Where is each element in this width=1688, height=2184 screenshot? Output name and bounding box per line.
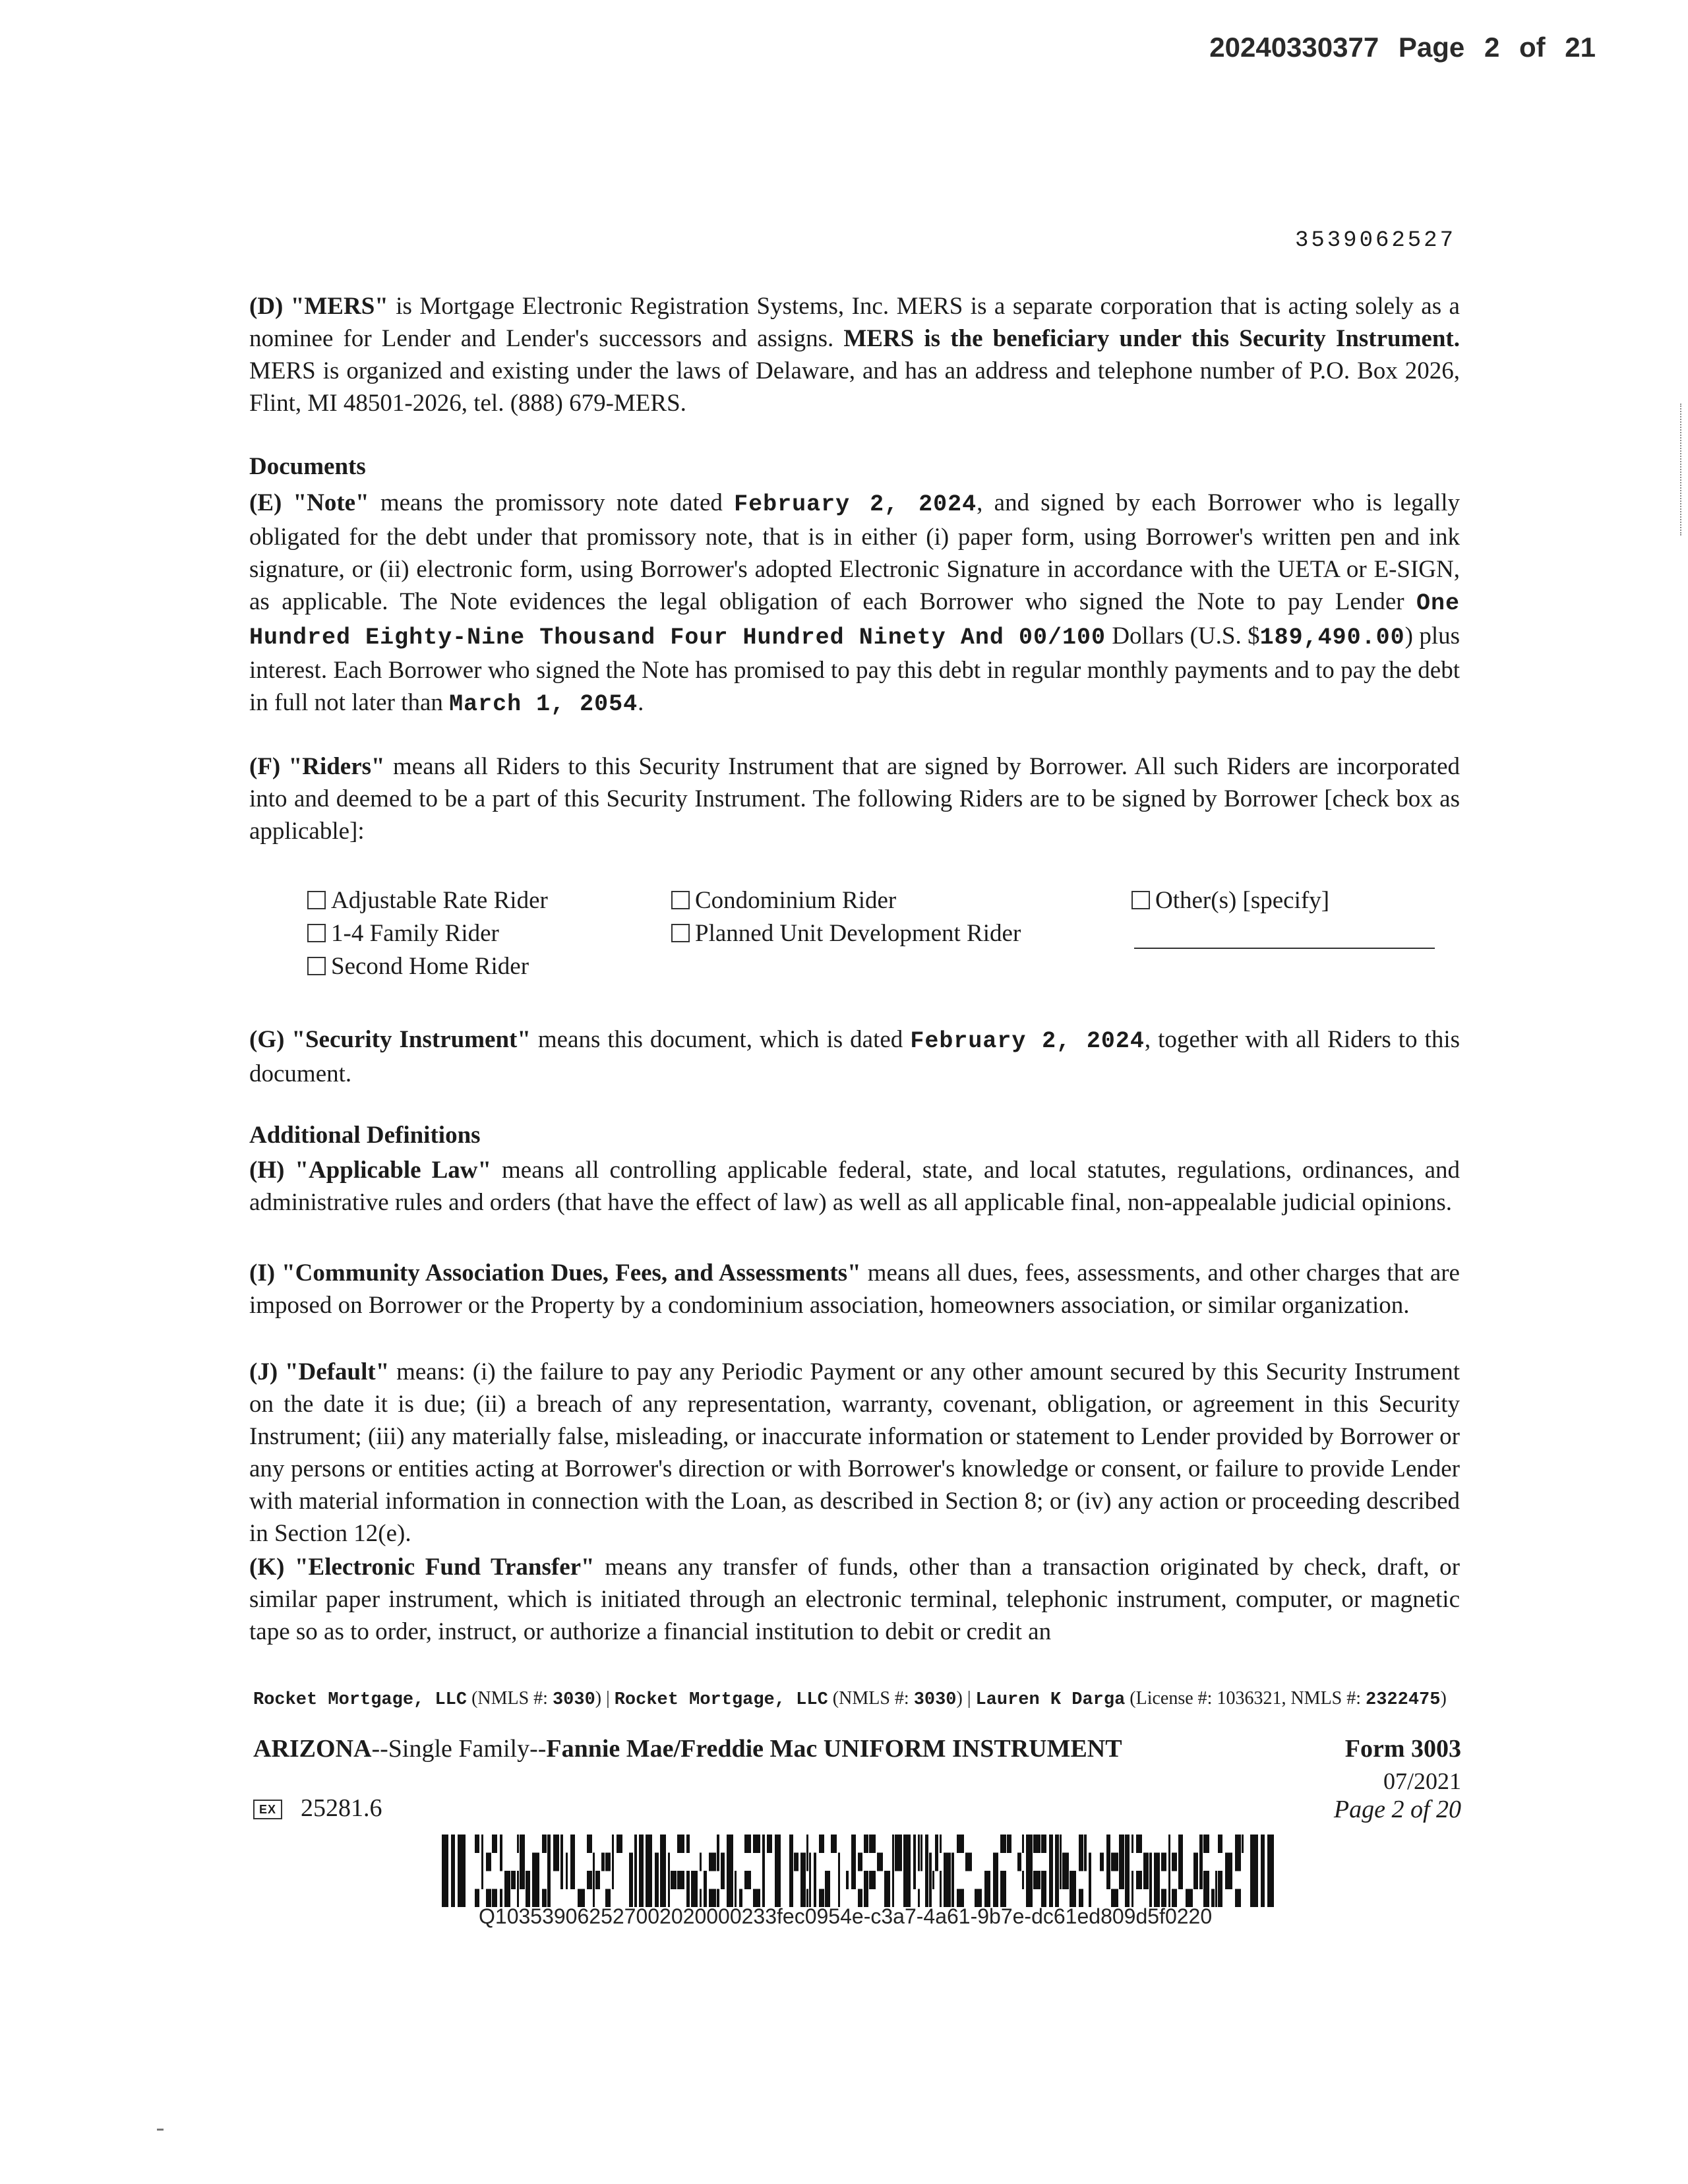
ex-icon: EX	[253, 1800, 282, 1819]
definition-default: (J) "Default" means: (i) the failure to pay any Periodic Payment or any other amount secured by this Security Instrument on the date it is due; (ii) a breach of any representation, warranty, covenant, obligation, or agreement in this Security Instrument; (iii) any materially false, misleading, or inaccurate information or statement to Lender provided by Borrower or any persons or entities acting at Borrower's direction or with Borrower's knowledge or consent, or failure to provide Lender with material information in connection with the Loan, as described in Section 8; or (iv) any action or proceeding described in Section 12(e).	[249, 1358, 1460, 1547]
lender-info: Rocket Mortgage, LLC (NMLS #: 3030) | Rocket Mortgage, LLC (NMLS #: 3030) | Lauren K Darga (License #: 1036321, NMLS #: 2322475)	[253, 1688, 1447, 1710]
documents-heading: Documents	[249, 453, 366, 480]
checkbox-icon[interactable]	[1131, 891, 1150, 909]
additional-definitions-heading: Additional Definitions	[249, 1122, 481, 1149]
rider-pud[interactable]: Planned Unit Development Rider	[671, 919, 1021, 948]
definition-riders: (F) "Riders" means all Riders to this Security Instrument that are signed by Borrower. All such Riders are incorporated into and deemed to be a part of this Security Instrument. The following Riders are to be signed by Borrower [check box as applicable]:	[249, 753, 1460, 845]
rider-other[interactable]: Other(s) [specify]	[1131, 886, 1329, 915]
other-specify-line[interactable]	[1134, 948, 1435, 949]
checkbox-icon[interactable]	[307, 891, 326, 909]
scan-artifact	[1680, 404, 1683, 535]
checkbox-icon[interactable]	[671, 891, 690, 909]
rider-second-home[interactable]: Second Home Rider	[307, 952, 529, 981]
definition-community-dues: (I) "Community Association Dues, Fees, and Assessments" means all dues, fees, assessments, and other charges that are imposed on Borrower or the Property by a condominium association, homeowners association, or similar organization.	[249, 1259, 1460, 1319]
rider-condominium[interactable]: Condominium Rider	[671, 886, 896, 915]
checkbox-icon[interactable]	[307, 957, 326, 975]
checkbox-icon[interactable]	[307, 924, 326, 942]
scan-artifact	[157, 2129, 164, 2131]
document-code: 25281.6	[301, 1794, 382, 1822]
definition-security-instrument: (G) "Security Instrument" means this document, which is dated February 2, 2024, together with all Riders to this document.	[249, 1026, 1461, 1087]
recording-header	[1209, 32, 1596, 63]
barcode-icon	[442, 1835, 1274, 1907]
rider-adjustable-rate[interactable]: Adjustable Rate Rider	[307, 886, 548, 915]
definition-applicable-law: (H) "Applicable Law" means all controlling applicable federal, state, and local statutes, regulations, ordinances, and administrative rules and orders (that have the effect of law) as well as all applicable final, non-appealable judicial opinions.	[249, 1157, 1460, 1216]
form-date: 07/2021	[1383, 1768, 1461, 1794]
definition-eft: (K) "Electronic Fund Transfer" means any transfer of funds, other than a transaction originated by check, draft, or similar paper instrument, which is initiated through an electronic terminal, telephonic instrument, computer, or magnetic tape so as to order, instruct, or authorize a financial institution to debit or credit an	[249, 1554, 1461, 1645]
recording-number: 20240330377	[1209, 32, 1379, 63]
rider-1-4-family[interactable]: 1-4 Family Rider	[307, 919, 499, 948]
page-label: Page 2 of 21	[1398, 32, 1596, 63]
form-title: ARIZONA--Single Family--Fannie Mae/Freddie Mac UNIFORM INSTRUMENT	[253, 1735, 1122, 1763]
page-of-label: Page 2 of 20	[1333, 1796, 1461, 1823]
loan-number: 3539062527	[1294, 228, 1456, 253]
checkbox-icon[interactable]	[671, 924, 690, 942]
form-number: Form 3003	[1344, 1735, 1461, 1763]
barcode-text: Q103539062527002020000233fec0954e-c3a7-4a61-9b7e-dc61ed809d5f0220	[479, 1904, 1213, 1928]
definition-mers: (D) "MERS" is Mortgage Electronic Registration Systems, Inc. MERS is a separate corporation that is acting solely as a nominee for Lender and Lender's successors and assigns. MERS is the beneficiary under this Security Instrument. MERS is organized and existing under the laws of Delaware, and has an address and telephone number of P.O. Box 2026, Flint, MI 48501-2026, tel. (888) 679-MERS.	[249, 293, 1460, 417]
definition-note: (E) "Note" means the promissory note dated February 2, 2024, and signed by each Borrower who is legally obligated for the debt under that promissory note, that is in either (i) paper form, using Borrower's written pen and ink signature, or (ii) electronic form, using Borrower's adopted Electronic Signature in accordance with the UETA or E-SIGN, as applicable. The Note evidences the legal obligation of each Borrower who signed the Note to pay Lender One Hundred Eighty-Nine Thousand Four Hundred Ninety And 00/100 Dollars (U.S. $189,490.00) plus interest. Each Borrower who signed the Note has promised to pay this debt in regular monthly payments and to pay the debt in full not later than March 1, 2054.	[249, 489, 1460, 717]
